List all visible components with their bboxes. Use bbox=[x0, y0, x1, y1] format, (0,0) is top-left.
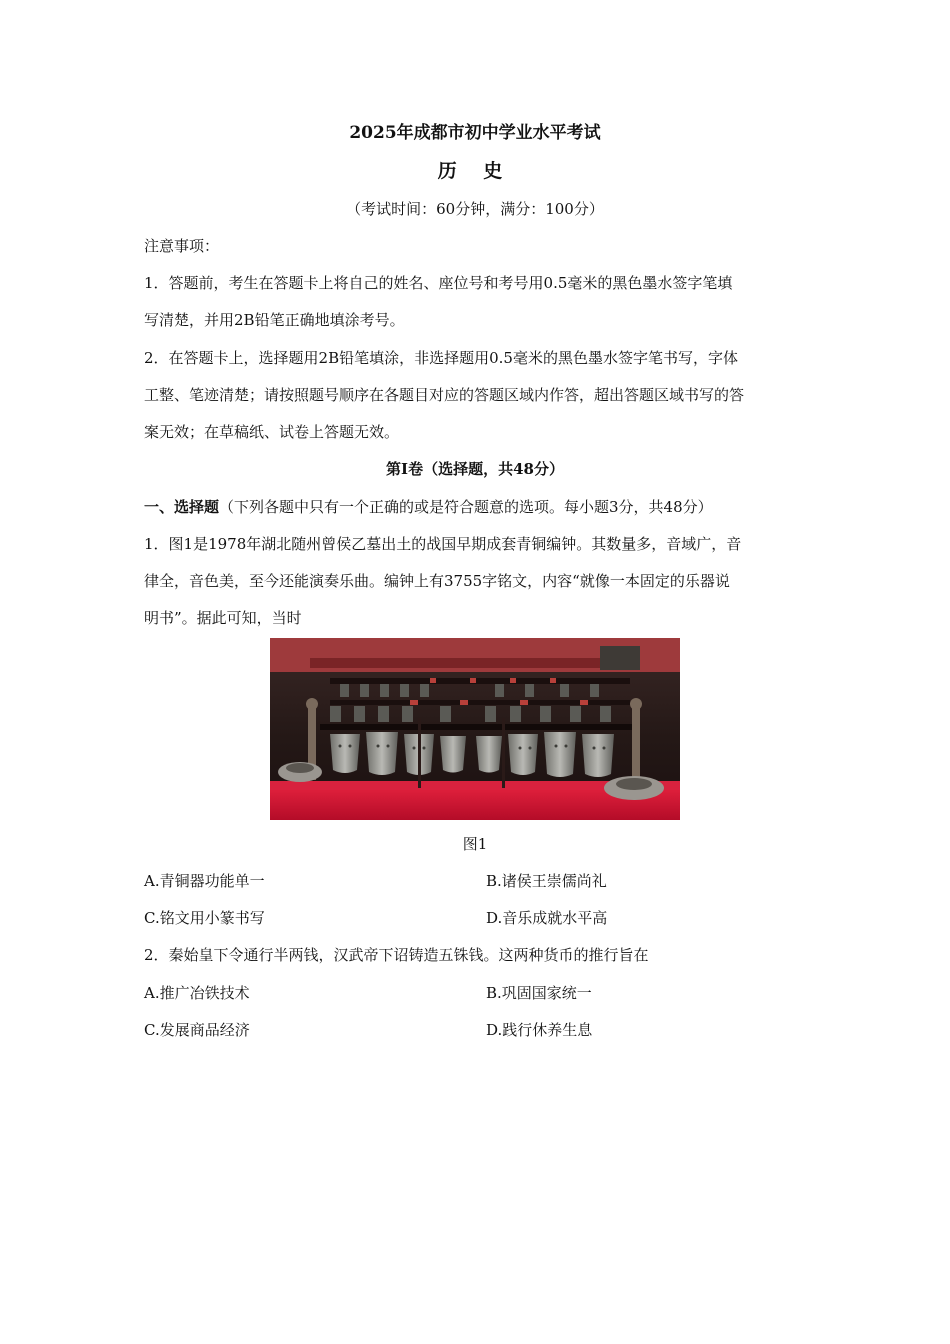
q1-option-c: C.铭文用小篆书写 bbox=[144, 909, 265, 927]
q1-option-d: D.音乐成就水平高 bbox=[486, 909, 608, 927]
q2-option-a: A.推广冶铁技术 bbox=[144, 984, 250, 1002]
note-2-line-3: 案无效；在草稿纸、试卷上答题无效。 bbox=[144, 423, 400, 441]
exam-title: 2025年成都市初中学业水平考试 bbox=[349, 123, 601, 143]
part1-heading: 第Ⅰ卷（选择题，共48分） bbox=[386, 460, 564, 478]
exam-info: （考试时间：60分钟，满分：100分） bbox=[346, 200, 604, 218]
note-2-line-2: 工整、笔迹清楚；请按照题号顺序在各题目对应的答题区域内作答，超出答题区域书写的答 bbox=[144, 386, 745, 404]
section-label: 一、选择题 bbox=[144, 498, 220, 516]
note-1-line-2: 写清楚，并用2B铅笔正确地填涂考号。 bbox=[144, 311, 405, 329]
q1-stem-line-3: 明书”。据此可知，当时 bbox=[144, 609, 302, 627]
q2-option-c: C.发展商品经济 bbox=[144, 1021, 250, 1039]
q1-option-a: A.青铜器功能单一 bbox=[144, 872, 265, 890]
section-1-heading bbox=[144, 497, 713, 517]
q1-option-b: B.诸侯王崇儒尚礼 bbox=[486, 872, 607, 890]
note-1-line-1: 1．答题前，考生在答题卡上将自己的姓名、座位号和考号用0.5毫米的黑色墨水签字笔填 bbox=[144, 274, 733, 292]
q2-option-d: D.践行休养生息 bbox=[486, 1021, 593, 1039]
note-2-line-1: 2．在答题卡上，选择题用2B铅笔填涂，非选择题用0.5毫米的黑色墨水签字笔书写，字体 bbox=[144, 349, 738, 367]
bronze-bells-photo bbox=[270, 638, 680, 820]
q2-option-b: B.巩固国家统一 bbox=[486, 984, 592, 1002]
q2-stem-line-1: 2．秦始皇下令通行半两钱，汉武帝下诏铸造五铢钱。这两种货币的推行旨在 bbox=[144, 946, 649, 964]
subject-title: 历 史 bbox=[437, 160, 513, 182]
q1-stem-line-2: 律全，音色美，至今还能演奏乐曲。编钟上有3755字铭文，内容“就像一本固定的乐器说 bbox=[144, 572, 730, 590]
q1-stem-line-1: 1．图1是1978年湖北随州曾侯乙墓出土的战国早期成套青铜编钟。其数量多，音域广，音 bbox=[144, 535, 742, 553]
section-instruction: （下列各题中只有一个正确的或是符合题意的选项。每小题3分，共48分） bbox=[219, 498, 713, 516]
notes-heading: 注意事项： bbox=[144, 237, 220, 255]
figure-caption: 图1 bbox=[462, 835, 488, 853]
